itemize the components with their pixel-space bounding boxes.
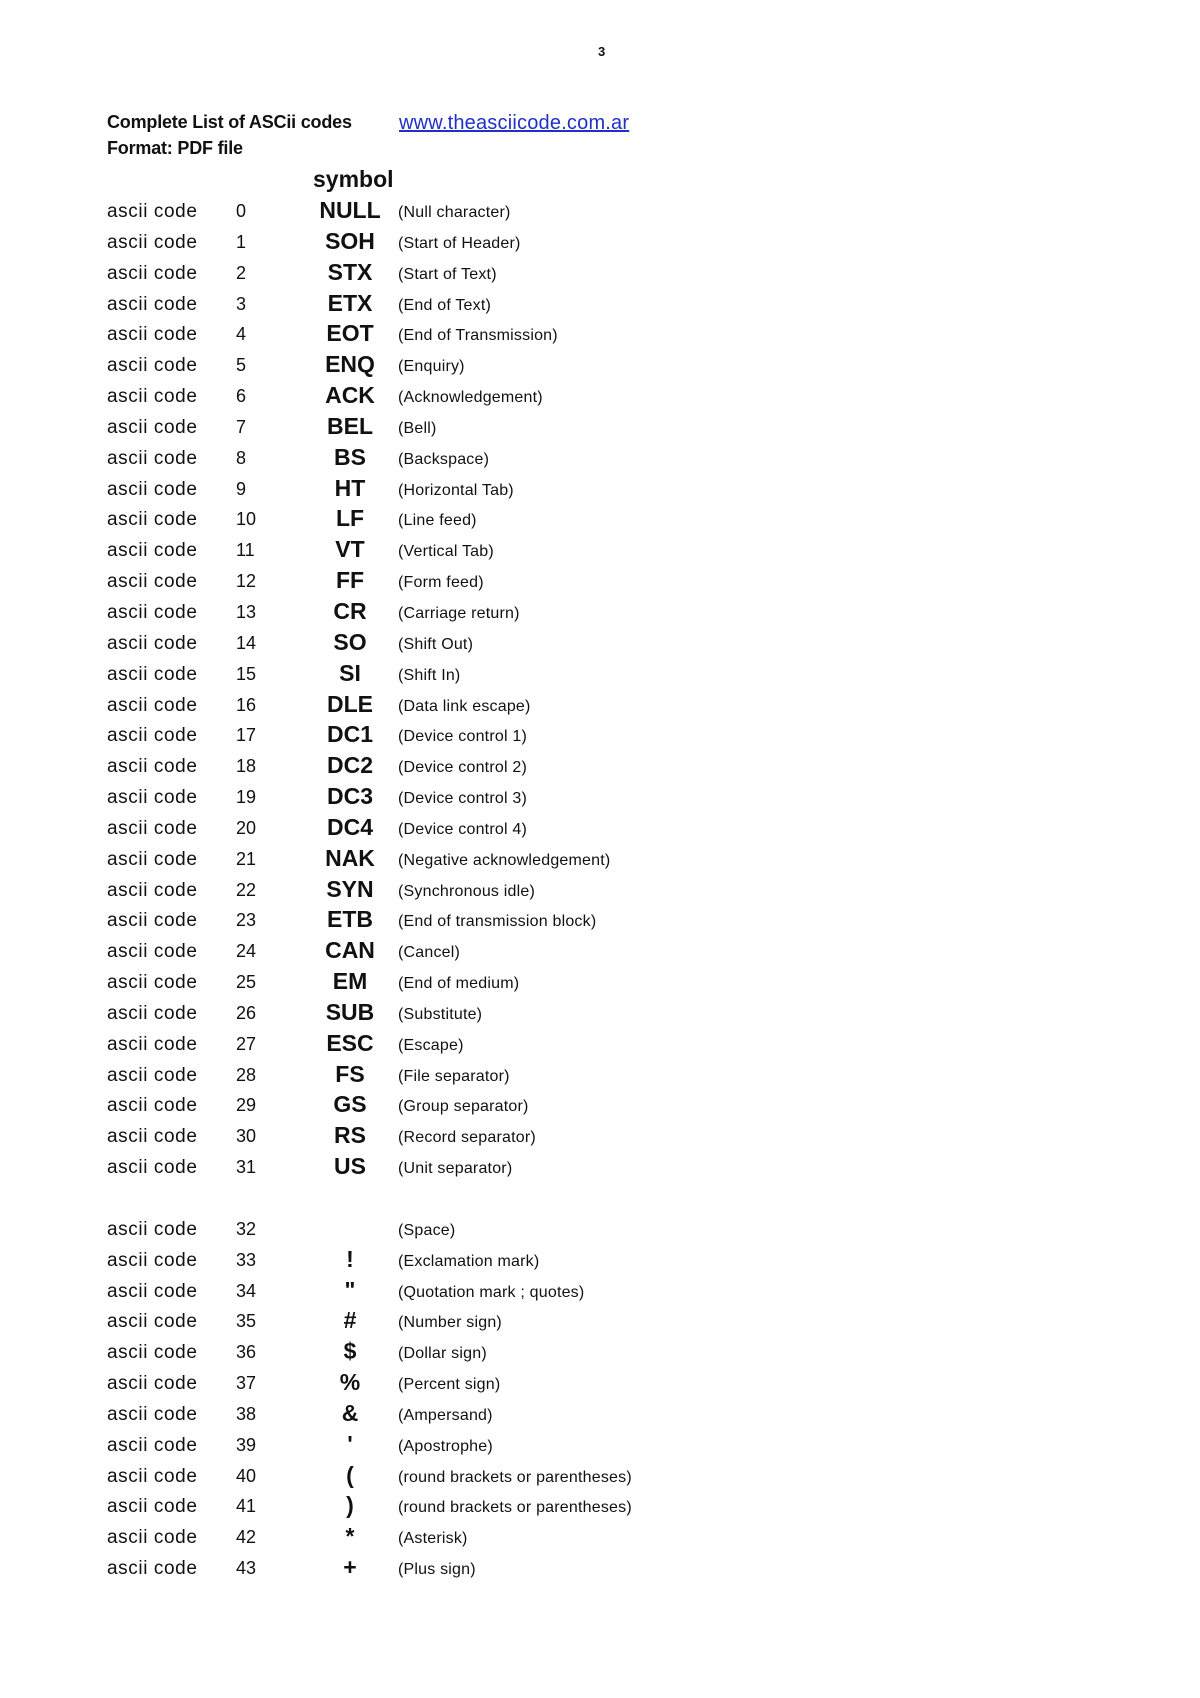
ascii-code-number: 24 bbox=[236, 941, 257, 962]
table-row bbox=[0, 1215, 1200, 1246]
ascii-symbol: SUB bbox=[325, 998, 375, 1025]
ascii-description: (Dollar sign) bbox=[398, 1345, 487, 1363]
row-label: ascii code bbox=[107, 1558, 198, 1580]
ascii-description: (Substitute) bbox=[398, 1005, 483, 1023]
table-row bbox=[0, 320, 1200, 351]
ascii-description: (Bell) bbox=[398, 419, 437, 437]
ascii-symbol: " bbox=[344, 1276, 356, 1303]
row-label: ascii code bbox=[107, 201, 198, 222]
row-label: ascii code bbox=[107, 1064, 198, 1086]
table-row bbox=[0, 505, 1200, 536]
ascii-symbol: BS bbox=[334, 443, 366, 470]
ascii-symbol: CAN bbox=[325, 937, 375, 964]
table-row bbox=[0, 259, 1200, 290]
row-label: ascii code bbox=[107, 571, 198, 593]
document-header bbox=[107, 112, 807, 164]
ascii-code-number: 7 bbox=[236, 416, 247, 437]
row-label: ascii code bbox=[107, 694, 198, 716]
ascii-code-number: 20 bbox=[236, 817, 257, 838]
ascii-symbol: GS bbox=[333, 1091, 367, 1118]
ascii-description: (Horizontal Tab) bbox=[398, 481, 514, 499]
ascii-code-number: 31 bbox=[236, 1157, 257, 1178]
table-row bbox=[0, 752, 1200, 783]
table-row bbox=[0, 1091, 1200, 1122]
ascii-code-number: 41 bbox=[236, 1496, 257, 1517]
ascii-symbol: & bbox=[341, 1399, 359, 1426]
ascii-code-number: 26 bbox=[236, 1002, 257, 1023]
row-label: ascii code bbox=[107, 1280, 198, 1302]
ascii-description: (End of medium) bbox=[398, 975, 520, 993]
ascii-symbol: ) bbox=[346, 1492, 354, 1519]
ascii-symbol: SI bbox=[339, 659, 361, 686]
row-label: ascii code bbox=[107, 1126, 198, 1148]
ascii-code-number: 30 bbox=[236, 1126, 257, 1147]
table-row bbox=[0, 1554, 1200, 1585]
ascii-code-number: 19 bbox=[236, 787, 257, 808]
table-row bbox=[0, 1061, 1200, 1092]
ascii-code-number: 33 bbox=[236, 1249, 257, 1270]
document-title: Complete List of ASCii codes bbox=[107, 112, 352, 132]
ascii-code-number: 6 bbox=[236, 386, 247, 407]
ascii-description: (Line feed) bbox=[398, 512, 477, 530]
ascii-symbol: DC1 bbox=[326, 721, 373, 748]
ascii-description: (Negative acknowledgement) bbox=[398, 851, 611, 869]
ascii-description: (Escape) bbox=[398, 1036, 464, 1054]
row-label: ascii code bbox=[107, 1311, 198, 1333]
row-label: ascii code bbox=[107, 386, 198, 408]
ascii-symbol: DC2 bbox=[326, 752, 373, 779]
ascii-code-number: 8 bbox=[236, 447, 247, 468]
table-row bbox=[0, 937, 1200, 968]
row-label: ascii code bbox=[107, 478, 198, 500]
table-row bbox=[0, 382, 1200, 413]
ascii-code-number: 18 bbox=[236, 756, 257, 777]
ascii-description: (Ampersand) bbox=[398, 1406, 493, 1424]
ascii-symbol: EM bbox=[332, 968, 368, 995]
ascii-symbol: % bbox=[339, 1369, 361, 1396]
ascii-symbol: FF bbox=[335, 567, 365, 594]
row-label: ascii code bbox=[107, 910, 198, 932]
table-row bbox=[0, 1277, 1200, 1308]
ascii-description: (Backspace) bbox=[398, 450, 490, 468]
table-row bbox=[0, 814, 1200, 845]
ascii-description: (Unit separator) bbox=[398, 1160, 513, 1178]
table-row bbox=[0, 876, 1200, 907]
ascii-symbol: US bbox=[334, 1153, 366, 1180]
ascii-code-number: 27 bbox=[236, 1033, 257, 1054]
row-label: ascii code bbox=[107, 231, 198, 253]
row-label: ascii code bbox=[107, 1249, 198, 1271]
table-row bbox=[0, 1246, 1200, 1277]
ascii-description: (End of Transmission) bbox=[398, 327, 558, 345]
row-label: ascii code bbox=[107, 447, 198, 469]
ascii-description: (File separator) bbox=[398, 1067, 510, 1085]
ascii-code-number: 35 bbox=[236, 1311, 257, 1332]
table-row bbox=[0, 845, 1200, 876]
ascii-symbol: STX bbox=[327, 258, 373, 285]
ascii-code-number: 22 bbox=[236, 879, 257, 900]
ascii-symbol: ETX bbox=[327, 289, 373, 316]
row-label: ascii code bbox=[107, 1465, 198, 1487]
ascii-code-number: 23 bbox=[236, 910, 257, 931]
table-row bbox=[0, 1030, 1200, 1061]
ascii-description: (Start of Text) bbox=[398, 265, 497, 283]
ascii-description: (End of Text) bbox=[398, 296, 492, 314]
table-row bbox=[0, 413, 1200, 444]
ascii-code-number: 9 bbox=[236, 478, 247, 499]
row-label: ascii code bbox=[107, 540, 198, 562]
row-label: ascii code bbox=[107, 509, 198, 531]
row-label: ascii code bbox=[107, 787, 198, 809]
table-row bbox=[0, 1153, 1200, 1184]
ascii-symbol: ' bbox=[347, 1430, 353, 1457]
ascii-code-number: 32 bbox=[236, 1218, 257, 1239]
ascii-code-number: 5 bbox=[236, 355, 247, 376]
table-row bbox=[0, 1462, 1200, 1493]
ascii-description: (Number sign) bbox=[398, 1314, 502, 1332]
ascii-description: (Shift In) bbox=[398, 666, 461, 684]
ascii-symbol: LF bbox=[335, 505, 365, 532]
ascii-description: (Asterisk) bbox=[398, 1530, 468, 1548]
ascii-symbol: NAK bbox=[325, 844, 375, 871]
ascii-code-number: 36 bbox=[236, 1342, 257, 1363]
ascii-symbol: ENQ bbox=[325, 351, 375, 378]
ascii-code-number: 34 bbox=[236, 1280, 257, 1301]
ascii-description: (Percent sign) bbox=[398, 1376, 501, 1394]
table-row bbox=[0, 351, 1200, 382]
table-row bbox=[0, 536, 1200, 567]
table-row bbox=[0, 598, 1200, 629]
table-row bbox=[0, 197, 1200, 228]
ascii-description: (Acknowledgement) bbox=[398, 389, 543, 407]
ascii-symbol: ! bbox=[346, 1245, 354, 1272]
page-number: 3 bbox=[598, 44, 606, 59]
ascii-description: (Data link escape) bbox=[398, 697, 531, 715]
row-label: ascii code bbox=[107, 601, 198, 623]
ascii-code-number: 29 bbox=[236, 1095, 257, 1116]
row-label: ascii code bbox=[107, 1095, 198, 1117]
ascii-description: (Device control 2) bbox=[398, 759, 527, 777]
ascii-code-number: 37 bbox=[236, 1373, 257, 1394]
ascii-code-number: 3 bbox=[236, 293, 247, 314]
row-label: ascii code bbox=[107, 355, 198, 377]
table-row bbox=[0, 629, 1200, 660]
ascii-table bbox=[0, 197, 1200, 1585]
ascii-code-number: 38 bbox=[236, 1403, 257, 1424]
ascii-symbol: ( bbox=[346, 1461, 354, 1488]
ascii-description: (End of transmission block) bbox=[398, 913, 597, 931]
ascii-symbol: VT bbox=[335, 536, 365, 563]
row-label: ascii code bbox=[107, 1434, 198, 1456]
ascii-code-number: 0 bbox=[236, 201, 247, 221]
row-label: ascii code bbox=[107, 756, 198, 778]
table-row bbox=[0, 1122, 1200, 1153]
table-row bbox=[0, 721, 1200, 752]
table-row bbox=[0, 691, 1200, 722]
ascii-description: (Group separator) bbox=[398, 1098, 529, 1116]
row-label: ascii code bbox=[107, 941, 198, 963]
row-label: ascii code bbox=[107, 416, 198, 438]
header-title-line bbox=[107, 112, 807, 138]
ascii-symbol: BEL bbox=[327, 412, 373, 439]
ascii-description: (Synchronous idle) bbox=[398, 882, 535, 900]
table-row bbox=[0, 906, 1200, 937]
table-row bbox=[0, 290, 1200, 321]
ascii-code-number: 14 bbox=[236, 632, 257, 653]
row-label: ascii code bbox=[107, 262, 198, 284]
ascii-code-number: 2 bbox=[236, 262, 247, 283]
ascii-code-number: 21 bbox=[236, 848, 257, 869]
format-line: Format: PDF file bbox=[107, 138, 243, 158]
ascii-code-number: 10 bbox=[236, 509, 257, 530]
ascii-code-number: 17 bbox=[236, 725, 257, 746]
table-row bbox=[0, 1338, 1200, 1369]
ascii-symbol: EOT bbox=[326, 320, 374, 347]
ascii-symbol: SO bbox=[333, 628, 367, 655]
ascii-code-number: 16 bbox=[236, 694, 257, 715]
ascii-symbol: ESC bbox=[326, 1029, 374, 1056]
ascii-description: (round brackets or parentheses) bbox=[398, 1499, 632, 1517]
ascii-symbol: $ bbox=[343, 1338, 357, 1365]
ascii-symbol: SOH bbox=[325, 227, 375, 254]
ascii-symbol: + bbox=[343, 1554, 357, 1581]
ascii-description: (Apostrophe) bbox=[398, 1437, 493, 1455]
ascii-symbol: RS bbox=[334, 1122, 366, 1149]
ascii-description: (Cancel) bbox=[398, 944, 461, 962]
ascii-symbol: HT bbox=[334, 474, 366, 501]
ascii-description: (Start of Header) bbox=[398, 234, 521, 252]
row-label: ascii code bbox=[107, 1403, 198, 1425]
ascii-symbol: SYN bbox=[326, 875, 374, 902]
ascii-code-number: 28 bbox=[236, 1064, 257, 1085]
table-row bbox=[0, 1523, 1200, 1554]
ascii-description: (Plus sign) bbox=[398, 1561, 476, 1579]
table-row bbox=[0, 567, 1200, 598]
ascii-description: (Device control 3) bbox=[398, 790, 527, 808]
ascii-description: (Null character) bbox=[398, 204, 511, 221]
table-row bbox=[0, 999, 1200, 1030]
ascii-code-number: 40 bbox=[236, 1465, 257, 1486]
ascii-symbol: NULL bbox=[319, 197, 381, 223]
ascii-description: (Device control 4) bbox=[398, 820, 527, 838]
row-label: ascii code bbox=[107, 632, 198, 654]
ascii-symbol: DLE bbox=[327, 690, 373, 717]
row-label: ascii code bbox=[107, 1496, 198, 1518]
row-label: ascii code bbox=[107, 324, 198, 346]
row-label: ascii code bbox=[107, 1373, 198, 1395]
ascii-description: (round brackets or parentheses) bbox=[398, 1468, 632, 1486]
ascii-symbol: DC4 bbox=[326, 813, 373, 840]
row-label: ascii code bbox=[107, 725, 198, 747]
ascii-description: (Enquiry) bbox=[398, 358, 465, 376]
row-label: ascii code bbox=[107, 1218, 198, 1240]
table-row bbox=[0, 228, 1200, 259]
row-label: ascii code bbox=[107, 879, 198, 901]
row-label: ascii code bbox=[107, 293, 198, 315]
row-label: ascii code bbox=[107, 972, 198, 994]
ascii-description: (Space) bbox=[398, 1221, 456, 1239]
ascii-description: (Quotation mark ; quotes) bbox=[398, 1283, 585, 1301]
ascii-code-number: 42 bbox=[236, 1527, 257, 1548]
ascii-symbol: FS bbox=[335, 1060, 365, 1087]
table-row bbox=[0, 1369, 1200, 1400]
website-link[interactable]: www.theasciicode.com.ar bbox=[399, 112, 630, 134]
row-label: ascii code bbox=[107, 1033, 198, 1055]
table-row bbox=[0, 783, 1200, 814]
ascii-symbol: # bbox=[343, 1307, 357, 1334]
ascii-code-number: 43 bbox=[236, 1558, 257, 1579]
table-row bbox=[0, 1431, 1200, 1462]
ascii-code-number: 13 bbox=[236, 601, 257, 622]
ascii-symbol: ETB bbox=[327, 906, 373, 933]
ascii-description: (Exclamation mark) bbox=[398, 1252, 540, 1270]
row-label: ascii code bbox=[107, 1527, 198, 1549]
table-row bbox=[0, 475, 1200, 506]
ascii-description: (Record separator) bbox=[398, 1129, 536, 1147]
table-row bbox=[0, 1492, 1200, 1523]
row-label: ascii code bbox=[107, 817, 198, 839]
ascii-description: (Shift Out) bbox=[398, 635, 474, 653]
table-row bbox=[0, 660, 1200, 691]
table-row bbox=[0, 444, 1200, 475]
row-label: ascii code bbox=[107, 1342, 198, 1364]
ascii-symbol: * bbox=[345, 1523, 355, 1550]
symbol-column-header: symbol bbox=[313, 166, 394, 192]
ascii-code-number: 1 bbox=[236, 231, 247, 252]
table-row bbox=[0, 1400, 1200, 1431]
ascii-symbol: CR bbox=[333, 597, 367, 624]
table-row bbox=[0, 1307, 1200, 1338]
ascii-description: (Vertical Tab) bbox=[398, 543, 494, 561]
ascii-code-number: 12 bbox=[236, 571, 257, 592]
ascii-code-number: 11 bbox=[236, 540, 255, 561]
row-label: ascii code bbox=[107, 848, 198, 870]
ascii-symbol: ACK bbox=[325, 382, 375, 409]
ascii-code-number: 15 bbox=[236, 663, 257, 684]
ascii-description: (Device control 1) bbox=[398, 728, 527, 746]
ascii-description: (Form feed) bbox=[398, 574, 484, 592]
ascii-code-number: 4 bbox=[236, 324, 247, 345]
ascii-description: (Carriage return) bbox=[398, 604, 520, 622]
section-spacer bbox=[0, 1184, 1200, 1215]
row-label: ascii code bbox=[107, 663, 198, 685]
row-label: ascii code bbox=[107, 1002, 198, 1024]
ascii-symbol: DC3 bbox=[326, 783, 373, 810]
ascii-code-number: 39 bbox=[236, 1434, 257, 1455]
row-label: ascii code bbox=[107, 1157, 198, 1179]
ascii-code-number: 25 bbox=[236, 972, 257, 993]
table-row bbox=[0, 968, 1200, 999]
